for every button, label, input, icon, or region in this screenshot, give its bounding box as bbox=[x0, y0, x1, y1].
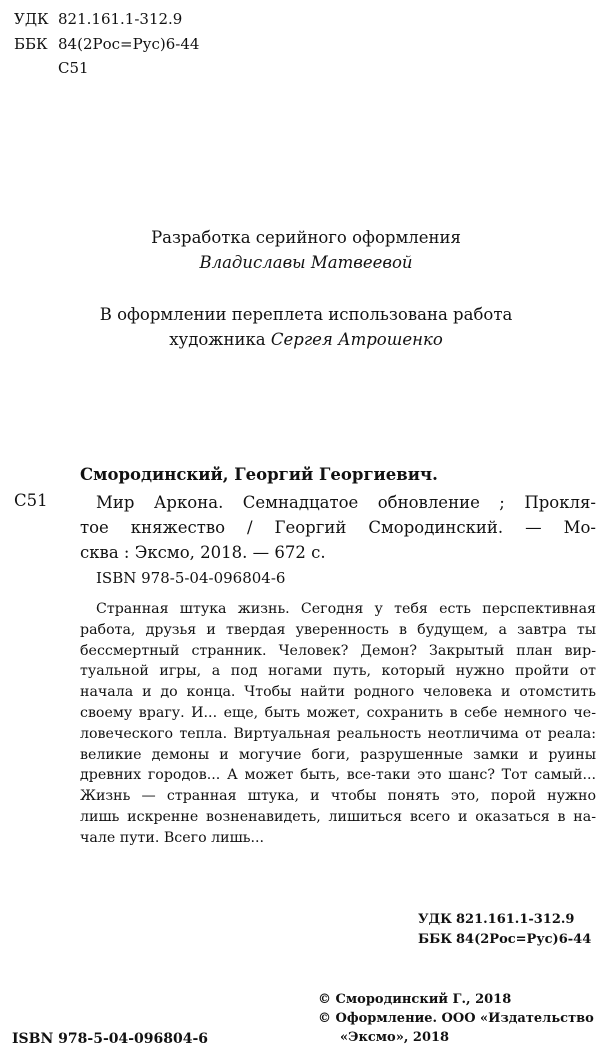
annotation-line: чале пути. Всего лишь... bbox=[80, 829, 265, 846]
udk-line bbox=[14, 10, 182, 28]
series-designer-name: Владиславы Матвеевой bbox=[199, 253, 413, 272]
footer-udk-label: УДК bbox=[418, 912, 452, 927]
copyright-block bbox=[318, 990, 594, 1047]
annotation-line: своему врагу. И... еще, быть может, сохранить в себе немного че- bbox=[80, 704, 596, 721]
copyright-author: © Смородинский Г., 2018 bbox=[318, 992, 512, 1007]
copyright-design-line2: «Эксмо», 2018 bbox=[340, 1030, 450, 1045]
bbk-value: 84(2Рос=Рус)6-44 bbox=[58, 35, 200, 53]
footer-udk-line bbox=[418, 910, 591, 930]
cover-design-line1: В оформлении переплета использована работа bbox=[99, 305, 513, 324]
annotation bbox=[80, 599, 596, 849]
card-description-line: Мир Аркона. Семнадцатое обновление ; Прокля- bbox=[96, 493, 596, 512]
annotation-line: начала и до конца. Чтобы найти родного человека и отомстить bbox=[80, 684, 596, 701]
card-author: Смородинский, Георгий Георгиевич. bbox=[80, 465, 438, 484]
footer-udk-value: 821.161.1-312.9 bbox=[456, 912, 575, 927]
card-description-line: тое княжество / Георгий Смородинский. — Мо- bbox=[80, 518, 596, 537]
cover-design-prefix: художника bbox=[169, 330, 266, 349]
annotation-line: ловеческого тепла. Виртуальная реальность неотличима от реала: bbox=[80, 725, 596, 742]
copyright-design-line1: © Оформление. ООО «Издательство bbox=[318, 1011, 594, 1026]
footer-bbk-value: 84(2Рос=Рус)6-44 bbox=[456, 932, 592, 947]
series-design-line1: Разработка серийного оформления bbox=[151, 228, 461, 247]
cover-artist-name: Сергея Атрошенко bbox=[270, 330, 443, 349]
footer-isbn: ISBN 978-5-04-096804-6 bbox=[12, 1031, 209, 1047]
annotation-line: туальной игры, а под ногами путь, который нужно пройти от bbox=[80, 663, 596, 680]
annotation-line: Жизнь — странная штука, и чтобы понять это, порой нужно bbox=[80, 788, 596, 805]
card-isbn: ISBN 978-5-04-096804-6 bbox=[96, 569, 286, 587]
bbk-label: ББК bbox=[14, 35, 48, 53]
annotation-line: великие демоны и могучие боги, разрушенные замки и руины bbox=[80, 746, 596, 763]
annotation-line: древних городов... А может быть, все-таки это шанс? Тот самый... bbox=[80, 767, 596, 784]
annotation-line: Странная штука жизнь. Сегодня у тебя есть перспективная bbox=[96, 601, 596, 617]
annotation-line: бессмертный странник. Человек? Демон? Закрытый план вир- bbox=[80, 642, 596, 659]
cover-design-line2 bbox=[0, 328, 612, 352]
udk-label: УДК bbox=[14, 10, 49, 28]
annotation-line: работа, друзья и твердая уверенность в будущем, а завтра ты bbox=[80, 621, 596, 638]
author-cipher-top: С51 bbox=[58, 59, 89, 77]
card-description bbox=[80, 490, 596, 565]
annotation-line: лишь искренне возненавидеть, лишиться всего и оказаться в на- bbox=[80, 808, 596, 825]
footer-bbk-label: ББК bbox=[418, 932, 453, 947]
bbk-line bbox=[14, 35, 199, 53]
udk-value: 821.161.1-312.9 bbox=[58, 10, 183, 28]
footer-bbk-line bbox=[418, 930, 591, 950]
footer-codes bbox=[418, 910, 591, 950]
card-cipher: С51 bbox=[14, 491, 48, 510]
card-description-line: сква : Эксмо, 2018. — 672 с. bbox=[80, 543, 326, 562]
